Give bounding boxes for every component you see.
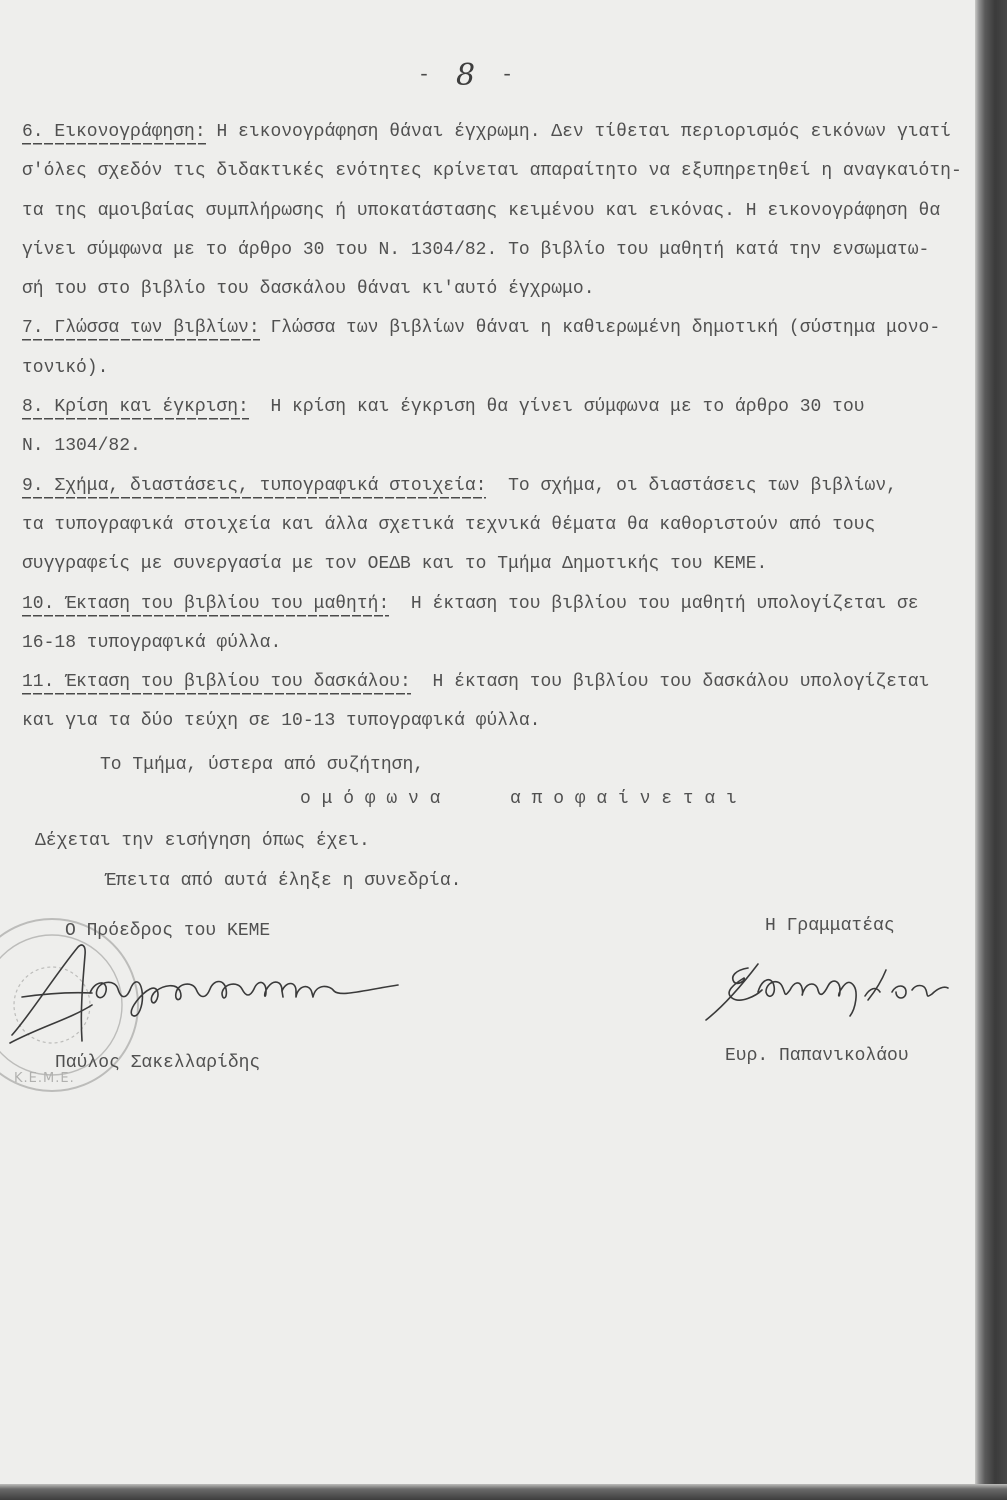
item-10-heading: 10. Έκταση του βιβλίου του μαθητή: <box>22 585 389 624</box>
item-6-line-3: τα της αμοιβαίας συμπλήρωσης ή υποκατάστασης κειμένου και εικόνας. Η εικονογράφηση θα <box>22 200 941 221</box>
item-9-line-3: συγγραφείς με συνεργασία με τον ΟΕΔΒ και το Τμήμα Δημοτικής του ΚΕΜΕ. <box>22 554 768 575</box>
item-7-heading-line <box>22 309 972 348</box>
item-9-text: Το σχήμα, οι διαστάσεις των βιβλίων, <box>486 475 897 496</box>
secretary-name: Ευρ. Παπανικολάου <box>725 1046 909 1066</box>
item-9-heading-line <box>22 467 972 506</box>
item-6-line-2: σ'όλες σχεδόν τις διδακτικές ενότητες κρίνεται απαραίτητο να εξυπηρετηθεί η αναγκαιότη- <box>22 161 962 182</box>
item-6-line-5: σή του στο βιβλίο του δασκάλου θάναι κι'αυτό έγχρωμο. <box>22 279 595 300</box>
president-name: Παύλος Σακελλαρίδης <box>55 1053 261 1073</box>
item-10-line-2: 16-18 τυπογραφικά φύλλα. <box>22 632 282 653</box>
president-signature <box>0 935 410 1050</box>
secretary-role: Η Γραμματέας <box>765 916 895 936</box>
seal-text: Κ.Ε.Μ.Ε. <box>14 1071 75 1086</box>
item-10-text: Η έκταση του βιβλίου του μαθητή υπολογίζεται σε <box>389 593 919 614</box>
page-number-dash-right: - <box>501 64 514 87</box>
page-number <box>418 58 513 93</box>
session-closing: Έπειτα από αυτά έληξε η συνεδρία. <box>105 871 462 891</box>
decision-word-decides: α π ο φ α ί ν ε τ α ι <box>510 789 737 809</box>
item-8-text: Η κρίση και έγκριση θα γίνει σύμφωνα με το άρθρο 30 του <box>248 397 865 418</box>
item-11-line-2: και για τα δύο τεύχη σε 10-13 τυπογραφικά φύλλα. <box>22 711 541 732</box>
item-11-heading: 11. Έκταση του βιβλίου του δασκάλου: <box>22 663 411 702</box>
bottom-edge <box>0 1484 1007 1500</box>
binding-edge <box>975 0 1007 1500</box>
item-8-line-2: Ν. 1304/82. <box>22 436 141 457</box>
secretary-signature <box>700 960 950 1030</box>
item-11-heading-line <box>22 663 972 702</box>
page-number-dash-left: - <box>418 64 431 87</box>
item-8-heading: 8. Κρίση και έγκριση: <box>22 388 249 427</box>
item-6-line-4: γίνει σύμφωνα με το άρθρο 30 του Ν. 1304/82. Το βιβλίο του μαθητή κατά την ενσωματω- <box>22 239 930 260</box>
document-body <box>22 113 972 742</box>
page-number-value: 8 <box>456 58 476 93</box>
decision-resolution: Δέχεται την εισήγηση όπως έχει. <box>35 831 370 851</box>
decision-word-unanimously: ο μ ό φ ω ν α <box>300 789 441 809</box>
item-6-text: Η εικονογράφηση θάναι έγχρωμη. Δεν τίθεται περιορισμός εικόνων γιατί <box>205 122 951 142</box>
item-8-heading-line <box>22 388 972 427</box>
item-9-heading: 9. Σχήμα, διαστάσεις, τυπογραφικά στοιχεία: <box>22 467 486 506</box>
president-role: Ο Πρόεδρος του ΚΕΜΕ <box>65 921 271 941</box>
item-7-line-2: τονικό). <box>22 357 109 378</box>
item-7-heading: 7. Γλώσσα των βιβλίων: <box>22 309 260 348</box>
item-7-text: Γλώσσα των βιβλίων θάναι η καθιερωμένη δημοτική (σύστημα μονο- <box>259 318 941 339</box>
item-11-text: Η έκταση του βιβλίου του δασκάλου υπολογίζεται <box>410 672 930 693</box>
item-10-heading-line <box>22 585 972 624</box>
item-9-line-2: τα τυπογραφικά στοιχεία και άλλα σχετικά τεχνικά θέματα θα καθοριστούν από τους <box>22 514 876 535</box>
item-6-heading: 6. Εικονογράφηση: <box>22 113 206 152</box>
item-6-heading-line <box>22 113 972 152</box>
decision-intro: Το Τμήμα, ύστερα από συζήτηση, <box>100 755 425 775</box>
